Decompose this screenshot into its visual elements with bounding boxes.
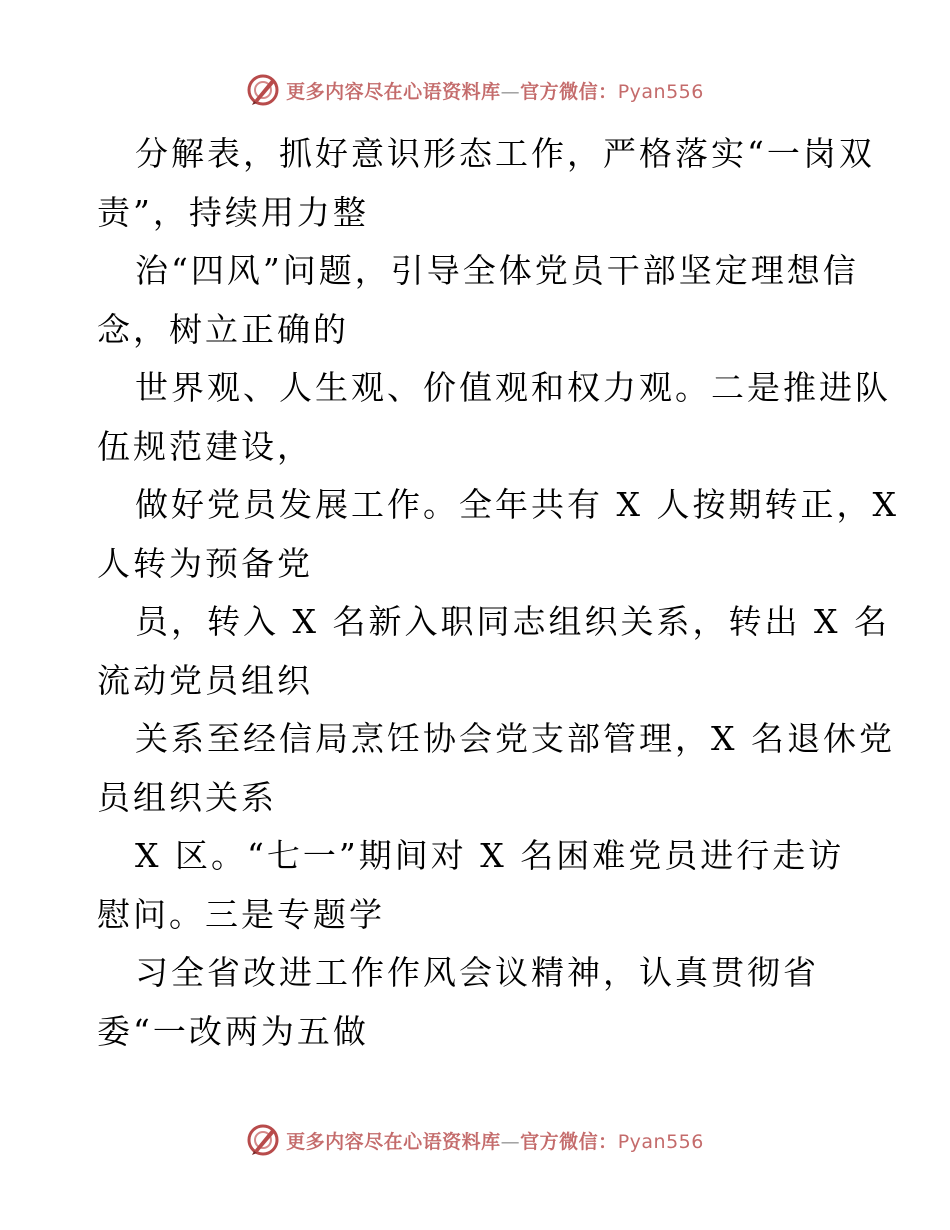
watermark-wechat-label: 官方微信：	[520, 80, 618, 103]
pen-logo-icon	[246, 1123, 280, 1157]
paragraph-line-pair	[97, 242, 857, 359]
text-line: 慰问。三是专题学	[97, 894, 385, 934]
watermark-wechat-label: 官方微信：	[520, 1130, 618, 1153]
watermark-wechat-id: Pyan556	[617, 80, 704, 103]
text-line: 习全省改进工作作风会议精神，认真贯彻省	[135, 953, 819, 992]
paragraph-line-pair	[97, 944, 857, 1061]
pen-logo-icon	[246, 73, 280, 107]
text-line: 员组织关系	[97, 777, 277, 817]
paragraph-line-pair	[97, 593, 890, 710]
text-line: 关系至经信局烹饪协会党支部管理，X 名退休党	[135, 719, 895, 758]
paragraph-line-pair	[97, 359, 891, 476]
text-line: 流动党员组织	[97, 660, 313, 700]
text-line: 责”，持续用力整	[97, 192, 369, 232]
watermark-brand: 更多内容尽在心语资料库	[286, 1130, 501, 1153]
text-line: 人转为预备党	[97, 543, 313, 583]
watermark-dash: —	[500, 80, 521, 103]
watermark-wechat-id: Pyan556	[617, 1130, 704, 1153]
paragraph-line-pair	[97, 476, 899, 593]
paragraph-line-pair	[97, 125, 875, 242]
watermark-brand: 更多内容尽在心语资料库	[286, 80, 501, 103]
text-line: 做好党员发展工作。全年共有 X 人按期转正，X	[135, 485, 899, 524]
header-watermark	[0, 70, 950, 110]
text-line: 分解表，抓好意识形态工作，严格落实“一岗双	[135, 134, 875, 173]
paragraph-line-pair	[97, 827, 857, 944]
text-line: 世界观、人生观、价值观和权力观。二是推进队	[135, 368, 891, 407]
text-line: 员，转入 X 名新入职同志组织关系，转出 X 名	[135, 602, 890, 641]
watermark-dash: —	[500, 1130, 521, 1153]
text-line: 治“四风”问题，引导全体党员干部坚定理想信	[135, 251, 859, 290]
watermark-text	[286, 77, 704, 104]
text-line: 委“一改两为五做	[97, 1011, 369, 1051]
paragraph-line-pair	[97, 710, 895, 827]
text-line: X 区。“七一”期间对 X 名困难党员进行走访	[135, 836, 845, 875]
watermark-text	[286, 1127, 704, 1154]
footer-watermark	[0, 1120, 950, 1160]
text-line: 念，树立正确的	[97, 309, 349, 349]
text-line: 伍规范建设，	[97, 426, 313, 466]
document-body	[97, 125, 899, 1061]
